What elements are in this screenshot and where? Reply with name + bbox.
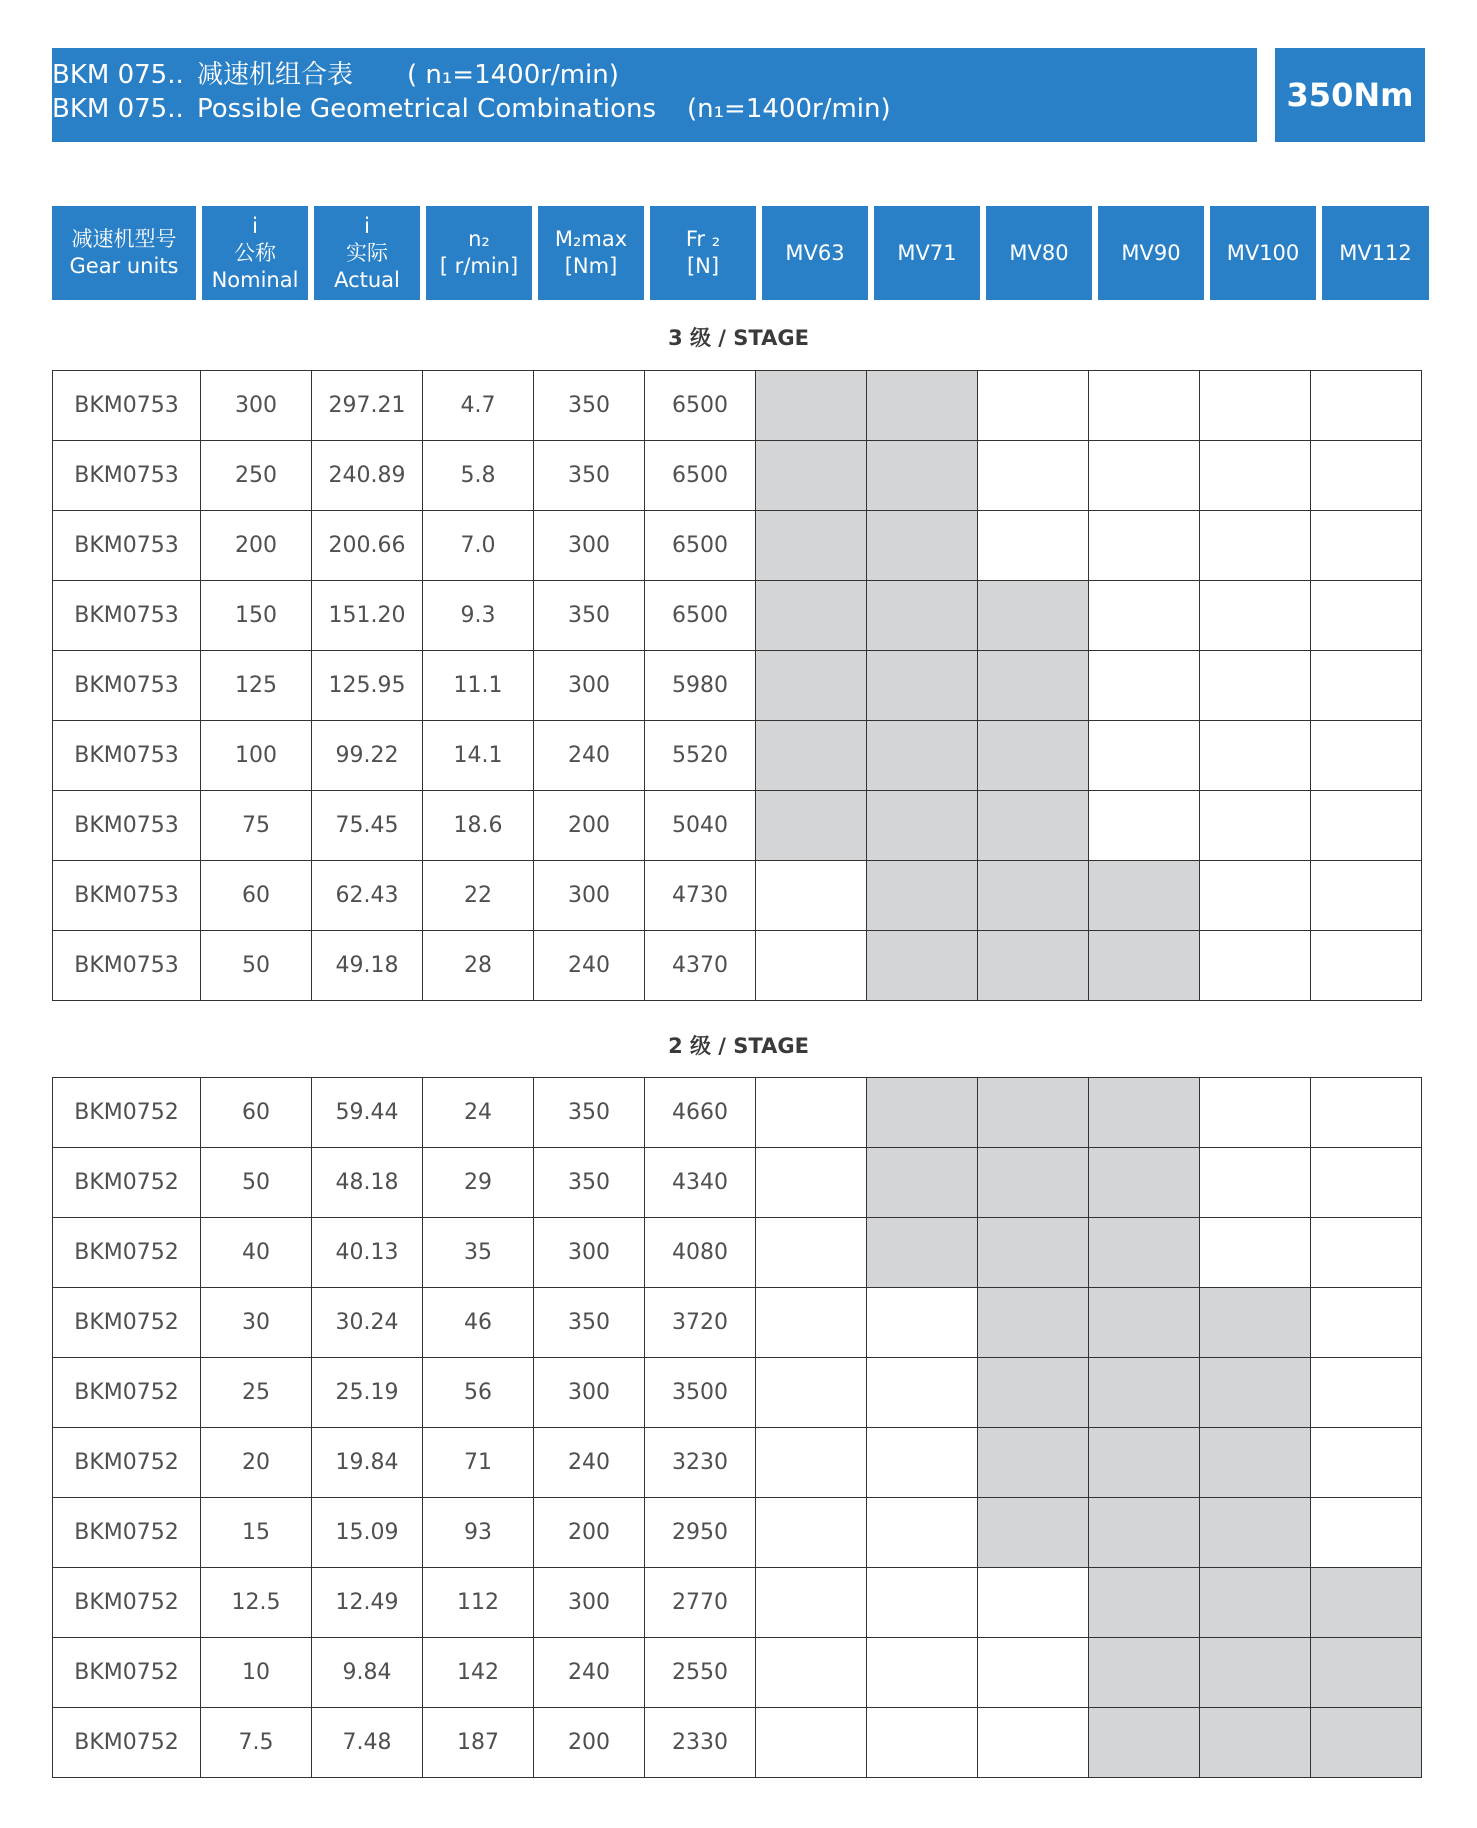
cell-unit: BKM0753 [53, 511, 201, 581]
motor-compat-cell [978, 441, 1089, 511]
motor-compat-cell [1200, 511, 1311, 581]
motor-compat-cell [1200, 1638, 1311, 1708]
cell-m2max: 200 [534, 1708, 645, 1778]
motor-compat-cell [1311, 1288, 1422, 1358]
cell-unit: BKM0753 [53, 581, 201, 651]
header-text: [N] [686, 254, 720, 278]
cell-unit: BKM0752 [53, 1288, 201, 1358]
cell-i-nominal: 300 [201, 371, 312, 441]
motor-compat-cell [1200, 1078, 1311, 1148]
motor-compat-cell [756, 1078, 867, 1148]
header-cell [426, 206, 532, 300]
cell-unit: BKM0752 [53, 1078, 201, 1148]
motor-compat-cell [1089, 1708, 1200, 1778]
motor-compat-cell [1200, 1358, 1311, 1428]
motor-compat-cell [1089, 1498, 1200, 1568]
motor-compat-cell [1200, 1288, 1311, 1358]
motor-compat-cell [1089, 721, 1200, 791]
motor-compat-cell [1200, 371, 1311, 441]
motor-compat-cell [867, 931, 978, 1001]
header-text: MV112 [1339, 240, 1412, 265]
header-text: 减速机型号 [71, 227, 177, 251]
cell-m2max: 300 [534, 1568, 645, 1638]
cell-m2max: 350 [534, 1078, 645, 1148]
table-row [53, 651, 1422, 721]
cell-fr2: 6500 [645, 441, 756, 511]
motor-compat-cell [1089, 791, 1200, 861]
motor-compat-cell [1200, 791, 1311, 861]
motor-compat-cell [867, 1148, 978, 1218]
table-row [53, 581, 1422, 651]
motor-compat-cell [756, 511, 867, 581]
cell-i-nominal: 12.5 [201, 1568, 312, 1638]
cell-n2: 71 [423, 1428, 534, 1498]
motor-compat-cell [1200, 1148, 1311, 1218]
cell-i-nominal: 250 [201, 441, 312, 511]
header-text: MV80 [1009, 240, 1069, 265]
motor-compat-cell [1200, 1708, 1311, 1778]
cell-n2: 18.6 [423, 791, 534, 861]
table-row [53, 1708, 1422, 1778]
header-cell [314, 206, 420, 300]
cell-i-actual: 59.44 [312, 1078, 423, 1148]
motor-compat-cell [867, 1218, 978, 1288]
cell-i-nominal: 15 [201, 1498, 312, 1568]
cell-i-actual: 15.09 [312, 1498, 423, 1568]
cell-fr2: 2330 [645, 1708, 756, 1778]
cell-m2max: 240 [534, 1428, 645, 1498]
motor-compat-cell [1200, 861, 1311, 931]
cell-n2: 35 [423, 1218, 534, 1288]
motor-compat-cell [1311, 371, 1422, 441]
motor-compat-cell [1089, 581, 1200, 651]
cell-fr2: 4370 [645, 931, 756, 1001]
cell-m2max: 200 [534, 791, 645, 861]
cell-n2: 142 [423, 1638, 534, 1708]
table-row [53, 1638, 1422, 1708]
header-text: [ r/min] [439, 254, 519, 278]
header-text: 实际 [346, 240, 388, 265]
title-line-cn [52, 58, 1257, 92]
motor-compat-cell [756, 1358, 867, 1428]
cell-n2: 5.8 [423, 441, 534, 511]
motor-compat-cell [1089, 1148, 1200, 1218]
cell-i-nominal: 125 [201, 651, 312, 721]
motor-compat-cell [1089, 1078, 1200, 1148]
stage-2-table [52, 1077, 1422, 1778]
cell-fr2: 4660 [645, 1078, 756, 1148]
motor-compat-cell [1311, 441, 1422, 511]
cell-unit: BKM0752 [53, 1708, 201, 1778]
cell-m2max: 350 [534, 371, 645, 441]
cell-i-actual: 62.43 [312, 861, 423, 931]
cell-unit: BKM0753 [53, 721, 201, 791]
cell-unit: BKM0752 [53, 1568, 201, 1638]
table-row [53, 861, 1422, 931]
title-text-en: Possible Geometrical Combinations [197, 94, 657, 124]
cell-m2max: 350 [534, 1148, 645, 1218]
motor-compat-cell [756, 1148, 867, 1218]
motor-compat-cell [978, 511, 1089, 581]
table-row [53, 721, 1422, 791]
cell-n2: 14.1 [423, 721, 534, 791]
header-cell [762, 206, 868, 300]
motor-compat-cell [867, 1288, 978, 1358]
cell-i-nominal: 200 [201, 511, 312, 581]
table-row [53, 1358, 1422, 1428]
motor-compat-cell [756, 931, 867, 1001]
motor-compat-cell [1089, 1568, 1200, 1638]
cell-fr2: 2950 [645, 1498, 756, 1568]
motor-compat-cell [1089, 651, 1200, 721]
header-text: MV90 [1121, 240, 1181, 265]
motor-compat-cell [978, 1568, 1089, 1638]
header-cell [1322, 206, 1429, 300]
motor-compat-cell [1311, 581, 1422, 651]
cell-m2max: 350 [534, 1288, 645, 1358]
motor-compat-cell [756, 1218, 867, 1288]
motor-compat-cell [756, 1568, 867, 1638]
header-cell [650, 206, 756, 300]
cell-n2: 11.1 [423, 651, 534, 721]
cell-i-nominal: 20 [201, 1428, 312, 1498]
motor-compat-cell [1311, 651, 1422, 721]
cell-i-actual: 40.13 [312, 1218, 423, 1288]
header-cell [202, 206, 308, 300]
title-text-cn: 减速机组合表 [197, 60, 354, 90]
motor-compat-cell [1089, 511, 1200, 581]
motor-compat-cell [978, 1288, 1089, 1358]
cell-fr2: 3230 [645, 1428, 756, 1498]
motor-compat-cell [1089, 931, 1200, 1001]
header-text: [Nm] [564, 254, 618, 278]
cell-m2max: 300 [534, 651, 645, 721]
motor-compat-cell [978, 1148, 1089, 1218]
header-text: Actual [334, 267, 400, 292]
cell-i-actual: 49.18 [312, 931, 423, 1001]
cell-i-actual: 19.84 [312, 1428, 423, 1498]
header-text: Gear units [69, 254, 179, 278]
cell-i-nominal: 75 [201, 791, 312, 861]
motor-compat-cell [978, 931, 1089, 1001]
motor-compat-cell [867, 1638, 978, 1708]
header-cell [52, 206, 196, 300]
motor-compat-cell [1089, 1288, 1200, 1358]
motor-compat-cell [1089, 371, 1200, 441]
motor-compat-cell [978, 861, 1089, 931]
motor-compat-cell [867, 511, 978, 581]
title-model-en: BKM 075.. [52, 94, 184, 124]
motor-compat-cell [978, 1428, 1089, 1498]
cell-n2: 187 [423, 1708, 534, 1778]
motor-compat-cell [756, 721, 867, 791]
motor-compat-cell [978, 791, 1089, 861]
cell-m2max: 240 [534, 931, 645, 1001]
cell-n2: 112 [423, 1568, 534, 1638]
motor-compat-cell [756, 371, 867, 441]
cell-n2: 22 [423, 861, 534, 931]
motor-compat-cell [1311, 1708, 1422, 1778]
cell-i-actual: 200.66 [312, 511, 423, 581]
header-text: MV100 [1226, 240, 1300, 265]
motor-compat-cell [978, 581, 1089, 651]
cell-m2max: 300 [534, 1358, 645, 1428]
motor-compat-cell [1089, 1218, 1200, 1288]
motor-compat-cell [1311, 1428, 1422, 1498]
cell-i-nominal: 40 [201, 1218, 312, 1288]
motor-compat-cell [1311, 931, 1422, 1001]
motor-compat-cell [1311, 1358, 1422, 1428]
cell-m2max: 240 [534, 721, 645, 791]
cell-m2max: 350 [534, 441, 645, 511]
cell-unit: BKM0752 [53, 1358, 201, 1428]
cell-unit: BKM0753 [53, 371, 201, 441]
cell-i-nominal: 25 [201, 1358, 312, 1428]
motor-compat-cell [1089, 1428, 1200, 1498]
motor-compat-cell [867, 1708, 978, 1778]
cell-m2max: 300 [534, 861, 645, 931]
torque-badge: 350Nm [1275, 48, 1425, 142]
title-model-cn: BKM 075.. [52, 60, 184, 90]
header-text: Nominal [211, 267, 299, 292]
header-cell [986, 206, 1092, 300]
cell-unit: BKM0753 [53, 861, 201, 931]
cell-n2: 56 [423, 1358, 534, 1428]
cell-i-nominal: 150 [201, 581, 312, 651]
stage-label-3: 3 级 / STAGE [668, 326, 809, 350]
motor-compat-cell [1200, 1568, 1311, 1638]
header-text: i [252, 213, 258, 238]
motor-compat-cell [756, 1428, 867, 1498]
motor-compat-cell [867, 721, 978, 791]
motor-compat-cell [756, 861, 867, 931]
cell-unit: BKM0753 [53, 441, 201, 511]
cell-n2: 29 [423, 1148, 534, 1218]
cell-fr2: 6500 [645, 581, 756, 651]
motor-compat-cell [1200, 931, 1311, 1001]
cell-fr2: 6500 [645, 511, 756, 581]
cell-i-actual: 25.19 [312, 1358, 423, 1428]
motor-compat-cell [1089, 441, 1200, 511]
motor-compat-cell [1311, 1148, 1422, 1218]
cell-fr2: 3500 [645, 1358, 756, 1428]
motor-compat-cell [1311, 1638, 1422, 1708]
cell-unit: BKM0752 [53, 1218, 201, 1288]
cell-i-actual: 151.20 [312, 581, 423, 651]
cell-n2: 24 [423, 1078, 534, 1148]
cell-i-actual: 48.18 [312, 1148, 423, 1218]
motor-compat-cell [1200, 1218, 1311, 1288]
motor-compat-cell [1200, 441, 1311, 511]
cell-fr2: 5040 [645, 791, 756, 861]
motor-compat-cell [867, 1428, 978, 1498]
title-banner [52, 48, 1257, 142]
cell-i-nominal: 50 [201, 931, 312, 1001]
cell-m2max: 240 [534, 1638, 645, 1708]
cell-i-nominal: 7.5 [201, 1708, 312, 1778]
cell-unit: BKM0752 [53, 1498, 201, 1568]
motor-compat-cell [1311, 1078, 1422, 1148]
cell-i-nominal: 50 [201, 1148, 312, 1218]
cell-i-nominal: 60 [201, 1078, 312, 1148]
table-row [53, 511, 1422, 581]
motor-compat-cell [1311, 1568, 1422, 1638]
motor-compat-cell [756, 1498, 867, 1568]
cell-n2: 46 [423, 1288, 534, 1358]
table-row [53, 1568, 1422, 1638]
motor-compat-cell [1311, 1218, 1422, 1288]
table-row [53, 791, 1422, 861]
motor-compat-cell [867, 651, 978, 721]
motor-compat-cell [978, 651, 1089, 721]
motor-compat-cell [756, 441, 867, 511]
motor-compat-cell [978, 1638, 1089, 1708]
motor-compat-cell [1089, 1638, 1200, 1708]
motor-compat-cell [978, 721, 1089, 791]
motor-compat-cell [978, 1498, 1089, 1568]
header-text: MV63 [785, 240, 845, 265]
cell-fr2: 2550 [645, 1638, 756, 1708]
cell-n2: 93 [423, 1498, 534, 1568]
motor-compat-cell [867, 1358, 978, 1428]
motor-compat-cell [1311, 791, 1422, 861]
cell-unit: BKM0753 [53, 651, 201, 721]
title-line-en [52, 92, 1257, 126]
header-cell [538, 206, 644, 300]
motor-compat-cell [756, 1638, 867, 1708]
cell-i-nominal: 10 [201, 1638, 312, 1708]
table-row [53, 1218, 1422, 1288]
cell-unit: BKM0752 [53, 1148, 201, 1218]
motor-compat-cell [867, 581, 978, 651]
header-text: n₂ [468, 227, 490, 251]
motor-compat-cell [756, 651, 867, 721]
cell-i-actual: 99.22 [312, 721, 423, 791]
cell-unit: BKM0752 [53, 1638, 201, 1708]
motor-compat-cell [867, 791, 978, 861]
cell-unit: BKM0753 [53, 931, 201, 1001]
motor-compat-cell [978, 1078, 1089, 1148]
cell-fr2: 3720 [645, 1288, 756, 1358]
table-header [52, 206, 1429, 300]
cell-i-actual: 75.45 [312, 791, 423, 861]
cell-unit: BKM0752 [53, 1428, 201, 1498]
cell-i-actual: 297.21 [312, 371, 423, 441]
cell-i-actual: 125.95 [312, 651, 423, 721]
motor-compat-cell [1200, 651, 1311, 721]
motor-compat-cell [978, 371, 1089, 441]
table-row [53, 1078, 1422, 1148]
cell-i-actual: 7.48 [312, 1708, 423, 1778]
cell-i-actual: 12.49 [312, 1568, 423, 1638]
cell-m2max: 350 [534, 581, 645, 651]
cell-fr2: 4340 [645, 1148, 756, 1218]
cell-fr2: 6500 [645, 371, 756, 441]
motor-compat-cell [978, 1218, 1089, 1288]
motor-compat-cell [1311, 511, 1422, 581]
motor-compat-cell [867, 1078, 978, 1148]
motor-compat-cell [867, 441, 978, 511]
title-speed-cn: ( n₁=1400r/min) [407, 60, 619, 90]
motor-compat-cell [1200, 721, 1311, 791]
motor-compat-cell [1200, 1428, 1311, 1498]
motor-compat-cell [1200, 1498, 1311, 1568]
cell-i-actual: 240.89 [312, 441, 423, 511]
cell-n2: 28 [423, 931, 534, 1001]
table-row [53, 1428, 1422, 1498]
motor-compat-cell [756, 1708, 867, 1778]
table-row [53, 441, 1422, 511]
motor-compat-cell [1089, 1358, 1200, 1428]
header-text: 公称 [234, 240, 276, 265]
motor-compat-cell [756, 581, 867, 651]
header-cell [1098, 206, 1204, 300]
table-row [53, 1498, 1422, 1568]
motor-compat-cell [1089, 861, 1200, 931]
motor-compat-cell [1200, 581, 1311, 651]
cell-fr2: 4080 [645, 1218, 756, 1288]
motor-compat-cell [1311, 721, 1422, 791]
cell-i-nominal: 100 [201, 721, 312, 791]
header-text: Fr ₂ [685, 227, 721, 251]
cell-i-actual: 30.24 [312, 1288, 423, 1358]
header-text: i [364, 213, 370, 238]
cell-n2: 7.0 [423, 511, 534, 581]
cell-i-actual: 9.84 [312, 1638, 423, 1708]
table-row [53, 931, 1422, 1001]
cell-n2: 4.7 [423, 371, 534, 441]
title-speed-en: (n₁=1400r/min) [687, 94, 891, 124]
cell-i-nominal: 30 [201, 1288, 312, 1358]
header-text: M₂max [554, 227, 628, 251]
cell-fr2: 4730 [645, 861, 756, 931]
motor-compat-cell [867, 861, 978, 931]
motor-compat-cell [867, 1498, 978, 1568]
header-cell [874, 206, 980, 300]
motor-compat-cell [978, 1708, 1089, 1778]
motor-compat-cell [756, 1288, 867, 1358]
stage-label-2: 2 级 / STAGE [668, 1034, 809, 1058]
header-cell [1210, 206, 1316, 300]
motor-compat-cell [978, 1358, 1089, 1428]
cell-m2max: 200 [534, 1498, 645, 1568]
motor-compat-cell [867, 371, 978, 441]
cell-fr2: 2770 [645, 1568, 756, 1638]
table-row [53, 371, 1422, 441]
motor-compat-cell [1311, 861, 1422, 931]
motor-compat-cell [867, 1568, 978, 1638]
table-row [53, 1148, 1422, 1218]
cell-unit: BKM0753 [53, 791, 201, 861]
motor-compat-cell [1311, 1498, 1422, 1568]
stage-3-table [52, 370, 1422, 1001]
cell-i-nominal: 60 [201, 861, 312, 931]
motor-compat-cell [756, 791, 867, 861]
cell-fr2: 5520 [645, 721, 756, 791]
cell-n2: 9.3 [423, 581, 534, 651]
cell-fr2: 5980 [645, 651, 756, 721]
header-text: MV71 [897, 240, 957, 265]
cell-m2max: 300 [534, 1218, 645, 1288]
cell-m2max: 300 [534, 511, 645, 581]
table-row [53, 1288, 1422, 1358]
